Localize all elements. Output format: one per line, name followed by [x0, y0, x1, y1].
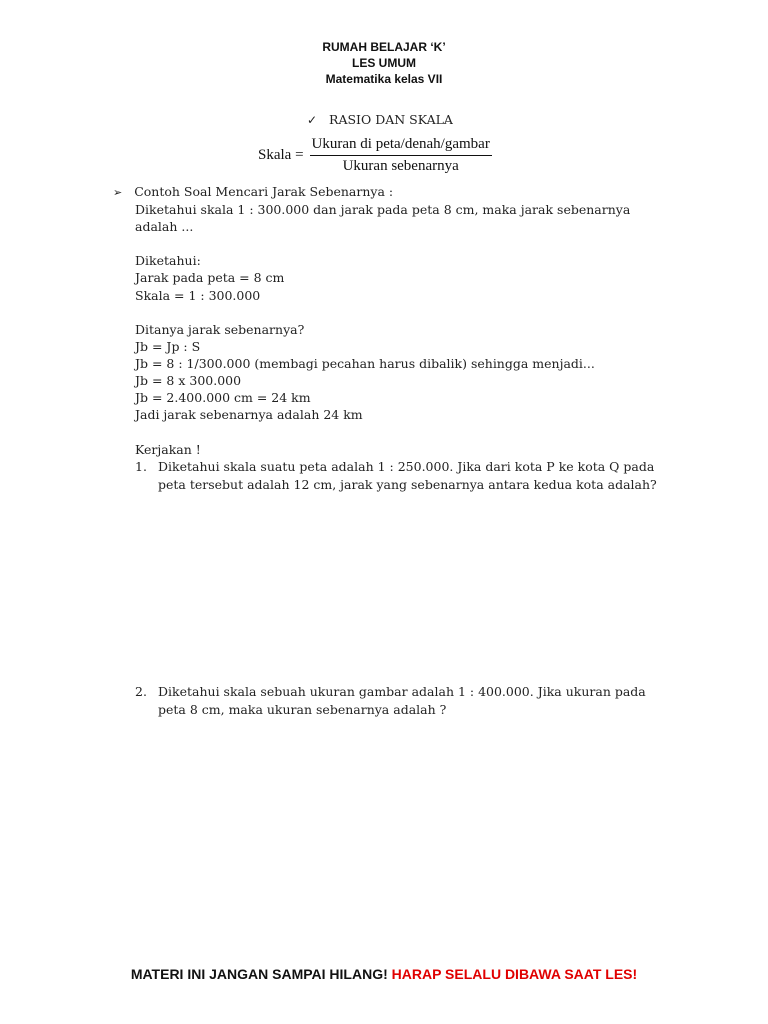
example-heading: Contoh Soal Mencari Jarak Sebenarnya : — [134, 184, 394, 199]
exercise-item-number: 1. — [135, 459, 147, 474]
known-label: Diketahui: — [135, 253, 201, 268]
solution-step-3: Jb = 8 x 300.000 — [135, 373, 242, 388]
check-icon: ✓ — [307, 113, 318, 127]
header-course: LES UMUM — [352, 56, 416, 70]
known-map-distance: Jarak pada peta = 8 cm — [135, 270, 285, 285]
exercise-label: Kerjakan ! — [135, 442, 201, 457]
footer-notice — [0, 966, 768, 982]
exercise-item-1-line2: peta tersebut adalah 12 cm, jarak yang sebenarnya antara kedua kota adalah? — [158, 477, 657, 492]
header-school-name: RUMAH BELAJAR ‘K’ — [322, 40, 446, 54]
formula-numerator: Ukuran di peta/denah/gambar — [310, 136, 492, 156]
footer-warning: MATERI INI JANGAN SAMPAI HILANG! — [130, 966, 388, 982]
example-heading-row — [113, 183, 393, 201]
solution-conclusion: Jadi jarak sebenarnya adalah 24 km — [135, 407, 363, 422]
formula-lhs: Skala = — [258, 147, 304, 163]
scale-formula — [258, 136, 492, 175]
solution-step-2: Jb = 8 : 1/300.000 (membagi pecahan harus dibalik) sehingga menjadi... — [135, 356, 595, 371]
exercise-item-number: 2. — [135, 684, 147, 699]
header-subject: Matematika kelas VII — [325, 72, 443, 86]
formula-denominator: Ukuran sebenarnya — [342, 158, 459, 174]
exercise-item-2-line2: peta 8 cm, maka ukuran sebenarnya adalah ? — [158, 702, 447, 717]
example-question-line2: adalah ... — [135, 219, 194, 234]
solution-step-1: Jb = Jp : S — [135, 339, 201, 354]
topic-heading — [307, 111, 453, 129]
formula-fraction — [310, 136, 492, 175]
asked-text: Ditanya jarak sebenarnya? — [135, 322, 305, 337]
example-question-line1: Diketahui skala 1 : 300.000 dan jarak pada peta 8 cm, maka jarak sebenarnya — [135, 202, 631, 217]
exercise-item-2-line1: Diketahui skala sebuah ukuran gambar adalah 1 : 400.000. Jika ukuran pada — [158, 684, 646, 699]
footer-reminder: HARAP SELALU DIBAWA SAAT LES! — [391, 966, 638, 982]
solution-step-4: Jb = 2.400.000 cm = 24 km — [135, 390, 311, 405]
arrow-bullet-icon: ➢ — [113, 186, 123, 199]
known-scale: Skala = 1 : 300.000 — [135, 288, 261, 303]
topic-title: RASIO DAN SKALA — [329, 112, 453, 127]
exercise-item-1-line1: Diketahui skala suatu peta adalah 1 : 250.000. Jika dari kota P ke kota Q pada — [158, 459, 655, 474]
